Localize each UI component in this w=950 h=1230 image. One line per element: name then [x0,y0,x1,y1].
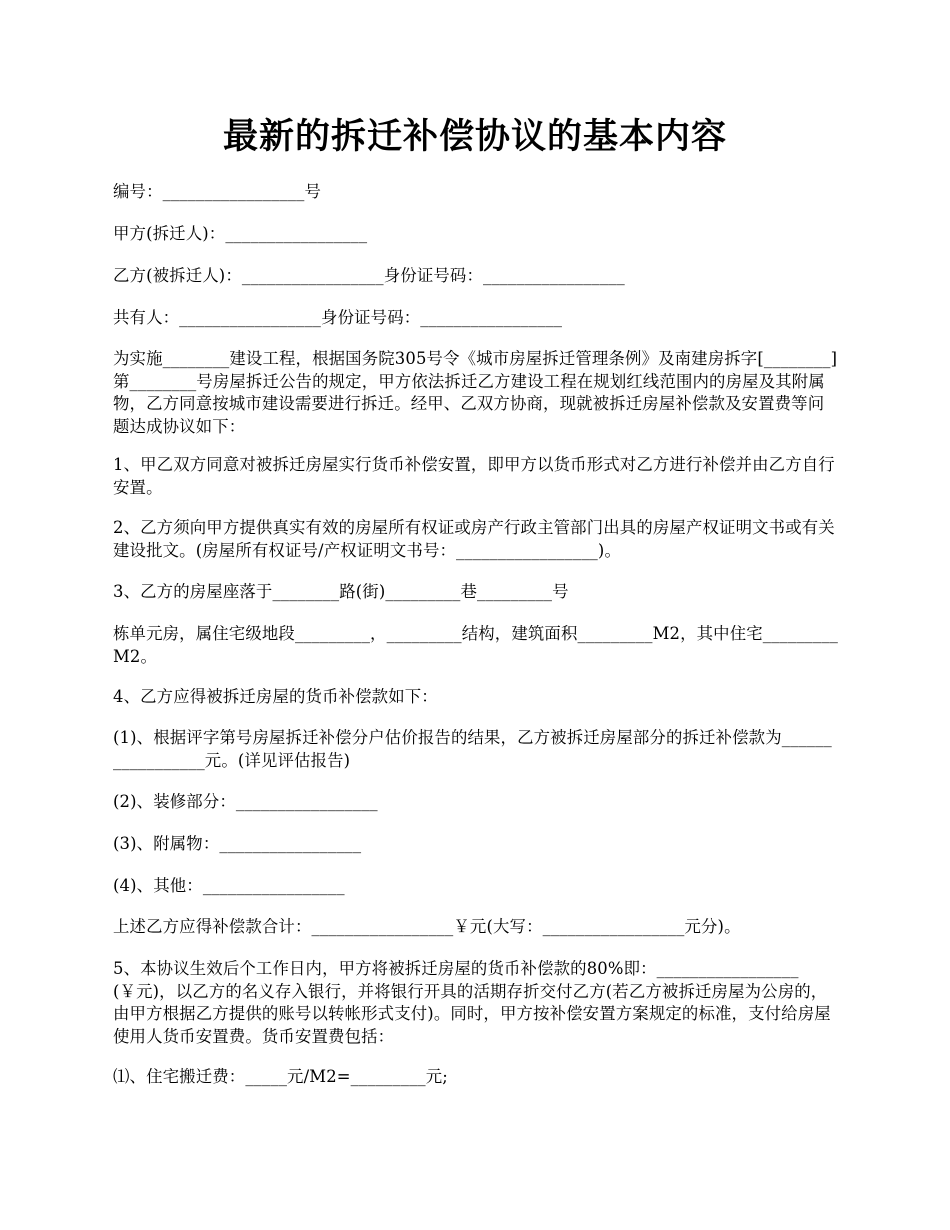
preamble-paragraph: 为实施________建设工程，根据国务院305号令《城市房屋拆迁管理条例》及南建房拆字[________]第________号房屋拆迁公告的规定，甲方依法拆迁乙方建设工程在规划红线范围内的房屋及其附属物，乙方同意按城市建设需要进行拆迁。经甲、乙双方协商，现就被拆迁房屋补偿款及安置费等问题达成协议如下： [113,349,838,436]
party-a-line: 甲方(拆迁人)：_________________ [113,224,368,243]
clause-1: 1、甲乙双方同意对被拆迁房屋实行货币补偿安置，即甲方以货币形式对乙方进行补偿并由乙方自行安置。 [113,455,835,497]
clause-4-item-1: (1)、根据评字第号房屋拆迁补偿分户估价报告的结果，乙方被拆迁房屋部分的拆迁补偿款为_________________元。(详见评估报告) [113,728,832,770]
clause-4: 4、乙方应得被拆迁房屋的货币补偿款如下： [113,687,438,706]
clause-2: 2、乙方须向甲方提供真实有效的房屋所有权证或房产行政主管部门出具的房屋产权证明文书或有关建设批文。(房屋所有权证号/产权证明文书号：_________________)。 [113,518,835,560]
contract-number-line: 编号：_________________号 [113,182,322,201]
clause-4-item-4: (4)、其他：_________________ [113,876,345,895]
document-title: 最新的拆迁补偿协议的基本内容 [222,116,727,157]
clause-4-item-2: (2)、装修部分：_________________ [113,792,378,811]
clause-4-item-3: (3)、附属物：_________________ [113,834,362,853]
party-b-line: 乙方(被拆迁人)：_________________身份证号码：_________________ [113,266,625,285]
clause-5-item-1: ⑴、住宅搬迁费：_____元/M2=_________元; [113,1067,448,1086]
clause-3-detail: 栋单元房，属住宅级地段_________，_________结构，建筑面积_________M2，其中住宅_________M2。 [113,624,838,666]
clause-3: 3、乙方的房屋座落于________路(街)_________巷_________号 [113,582,569,601]
clause-5: 5、本协议生效后个工作日内，甲方将被拆迁房屋的货币补偿款的80%即：_________________(￥元)，以乙方的名义存入银行，并将银行开具的活期存折交付乙方(若乙方被拆迁房屋为公房的，由甲方根据乙方提供的账号以转帐形式支付)。同时，甲方按补偿安置方案规定的标准，支付给房屋使用人货币安置费。货币安置费包括： [113,959,831,1046]
compensation-total: 上述乙方应得补偿款合计：_________________￥元(大写：_________________元分)。 [113,917,741,936]
co-owner-line: 共有人：_________________身份证号码：_________________ [113,308,563,327]
